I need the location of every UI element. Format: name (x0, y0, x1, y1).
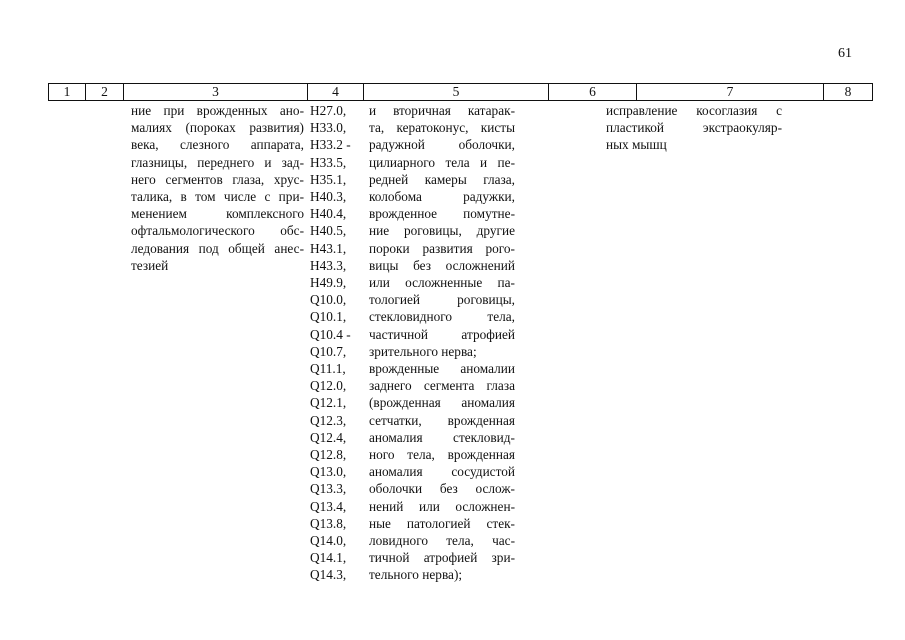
text-line: H43.1, (310, 240, 347, 256)
text-line: H35.1, (310, 171, 347, 187)
text-line: радужной оболочки, (369, 137, 515, 153)
text-line: менением комплексного (131, 206, 304, 222)
header-cell-7: 7 (637, 84, 824, 101)
text-line: Q14.0, (310, 533, 347, 549)
text-line: частичной атрофией (369, 326, 515, 342)
text-line: H33.5, (310, 154, 347, 170)
text-line: ние роговицы, другие (369, 223, 515, 239)
text-line: ные патологией стек- (369, 515, 515, 531)
header-cell-5: 5 (364, 84, 549, 101)
text-line: H43.3, (310, 257, 347, 273)
text-line: Q14.1, (310, 550, 347, 566)
text-line: Q12.0, (310, 378, 347, 394)
text-line: ние при врожденных ано- (131, 103, 304, 118)
header-cell-3: 3 (124, 84, 308, 101)
text-line: H33.2 - (310, 137, 351, 153)
text-line: Q13.4, (310, 498, 347, 514)
text-line: Q13.3, (310, 481, 347, 497)
text-line: Q12.4, (310, 429, 347, 445)
text-line: H33.0, (310, 120, 347, 136)
header-cell-4: 4 (308, 84, 364, 101)
text-line: Q12.8, (310, 447, 347, 463)
text-line: H40.3, (310, 189, 347, 205)
text-line: ных мышц (606, 137, 667, 153)
table-header-row (48, 83, 873, 101)
header-cell-1: 1 (49, 84, 86, 101)
text-line: зрительного нерва; (369, 343, 477, 359)
text-line: Q12.1, (310, 395, 347, 411)
text-line: вицы без осложнений (369, 257, 515, 273)
text-line: Q10.4 - (310, 326, 351, 342)
text-line: Q14.3, (310, 567, 347, 583)
text-line: H49.9, (310, 275, 347, 291)
text-line: Q10.1, (310, 309, 347, 325)
text-line: ледования под общей анес- (131, 240, 304, 256)
text-line: нений или осложнен- (369, 498, 515, 514)
text-line: цилиарного тела и пе- (369, 154, 515, 170)
header-cell-6: 6 (549, 84, 637, 101)
text-line: ного тела, врожденная (369, 447, 515, 463)
text-line: H40.4, (310, 206, 347, 222)
text-line: исправление косоглазия с (606, 103, 782, 118)
text-line: малиях (пороках развития) (131, 120, 304, 136)
text-line: и вторичная катарак- (369, 103, 515, 118)
text-line: H40.5, (310, 223, 347, 239)
text-line: ловидного тела, час- (369, 533, 515, 549)
text-line: сетчатки, врожденная (369, 412, 515, 428)
text-line: него сегментов глаза, хрус- (131, 171, 304, 187)
text-line: (врожденная аномалия (369, 395, 515, 411)
text-line: пластикой экстраокуляр- (606, 120, 782, 136)
text-line: века, слезного аппарата, (131, 137, 304, 153)
text-line: тологией роговицы, (369, 292, 515, 308)
text-line: оболочки без ослож- (369, 481, 515, 497)
text-line: стекловидного тела, (369, 309, 515, 325)
text-line: офтальмологического обс- (131, 223, 304, 239)
text-line: тичной атрофией зри- (369, 550, 515, 566)
header-cell-8: 8 (824, 84, 873, 101)
text-line: врожденное помутне- (369, 206, 515, 222)
text-line: Q10.7, (310, 343, 347, 359)
text-line: та, кератоконус, кисты (369, 120, 515, 136)
text-line: Q13.8, (310, 515, 347, 531)
text-line: тезией (131, 257, 169, 273)
text-line: H27.0, (310, 103, 347, 118)
text-line: колобома радужки, (369, 189, 515, 205)
text-line: или осложненные па- (369, 275, 515, 291)
text-line: Q12.3, (310, 412, 347, 428)
text-line: глазницы, переднего и зад- (131, 154, 304, 170)
column-5-text (369, 102, 515, 584)
text-line: пороки развития рого- (369, 240, 515, 256)
text-line: Q11.1, (310, 361, 346, 377)
text-line: врожденные аномалии (369, 361, 515, 377)
column-7-text (606, 102, 782, 154)
column-3-text (131, 102, 304, 274)
header-cell-2: 2 (86, 84, 124, 101)
text-line: тельного нерва); (369, 567, 463, 583)
text-line: талика, в том числе с при- (131, 189, 304, 205)
column-4-codes (310, 102, 358, 584)
text-line: заднего сегмента глаза (369, 378, 515, 394)
page-number: 61 (838, 46, 852, 61)
text-line: Q10.0, (310, 292, 347, 308)
text-line: аномалия сосудистой (369, 464, 515, 480)
text-line: Q13.0, (310, 464, 347, 480)
text-line: аномалия стекловид- (369, 429, 515, 445)
text-line: редней камеры глаза, (369, 171, 515, 187)
